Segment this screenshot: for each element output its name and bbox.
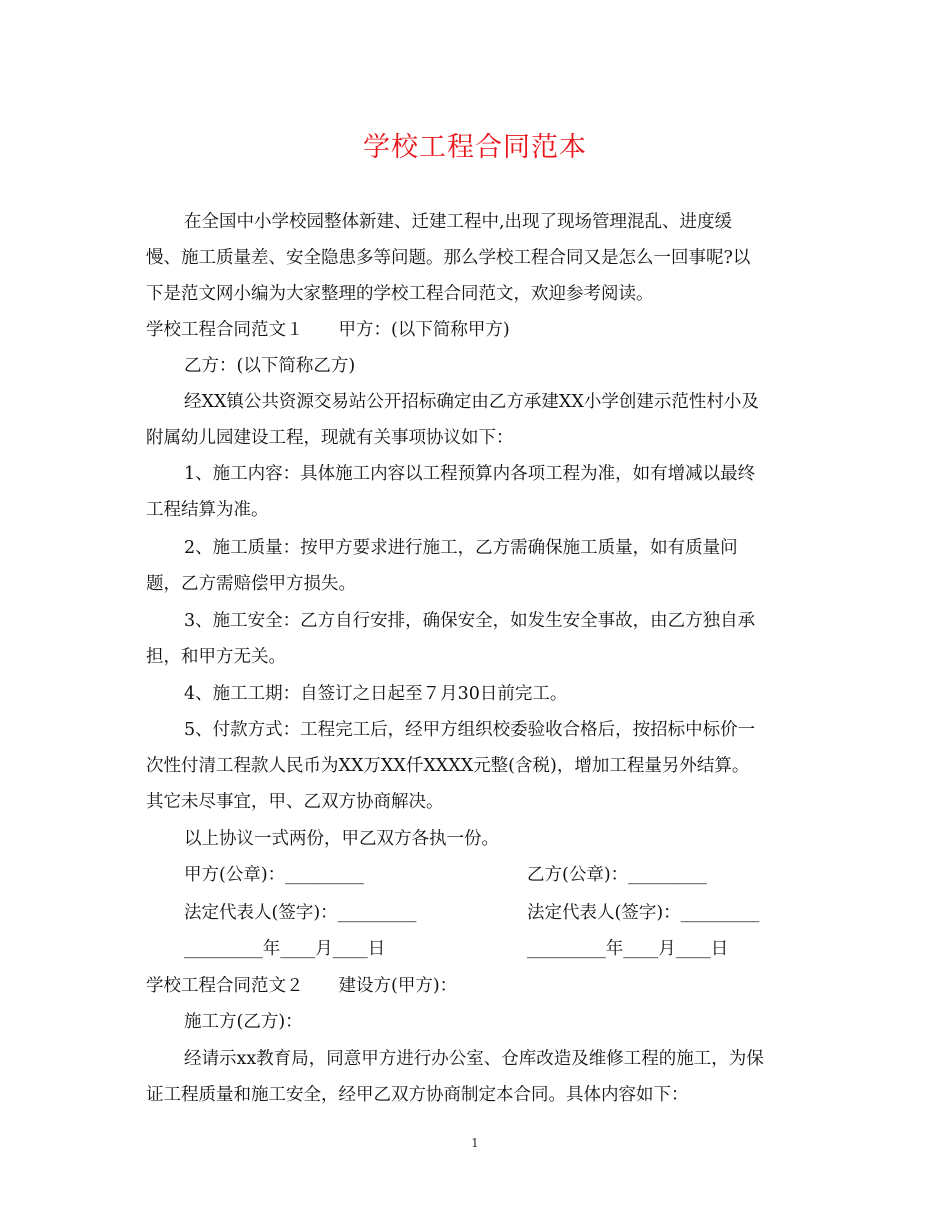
clause2-line-1: 2、施工质量：按甲方要求进行施工，乙方需确保施工质量，如有质量问: [184, 538, 738, 558]
document-title: 学校工程合同范本: [363, 132, 587, 163]
party-b-line: 乙方：(以下简称乙方): [184, 356, 356, 376]
page-number: 1: [471, 1136, 479, 1150]
clause2-line-2: 题，乙方需赔偿甲方损失。: [146, 574, 356, 594]
party-a-seal: 甲方(公章)：_________: [184, 865, 364, 885]
clause5-line-1: 5、付款方式：工程完工后，经甲方组织校委验收合格后，按招标中标价一: [184, 720, 756, 740]
clause3-line-2: 担，和甲方无关。: [146, 647, 286, 667]
copies-line: 以上协议一式两份，甲乙双方各执一份。: [184, 829, 499, 849]
party-a-representative: 法定代表人(签字)：_________: [184, 903, 417, 923]
sample2-heading: 学校工程合同范文２ 建设方(甲方)：: [146, 976, 458, 996]
clause5-line-2: 次性付清工程款人民币为XX万XX仟XXXX元整(含税)，增加工程量另外结算。: [146, 756, 750, 776]
preamble-line-1: 经XX镇公共资源交易站公开招标确定由乙方承建XX小学创建示范性村小及: [184, 392, 759, 412]
clause4-line: 4、施工工期：自签订之日起至７月30日前完工。: [184, 684, 568, 704]
sample2-body-line-2: 证工程质量和施工安全，经甲乙双方协商制定本合同。具体内容如下：: [146, 1085, 689, 1105]
contractor-line: 施工方(乙方)：: [184, 1012, 303, 1032]
sample1-heading: 学校工程合同范文１ 甲方：(以下简称甲方): [146, 320, 510, 340]
intro-line-3: 下是范文网小编为大家整理的学校工程合同范文，欢迎参考阅读。: [146, 284, 654, 304]
clause5-line-3: 其它未尽事宜，甲、乙双方协商解决。: [146, 792, 444, 812]
preamble-line-2: 附属幼儿园建设工程，现就有关事项协议如下：: [146, 428, 514, 448]
intro-line-1: 在全国中小学校园整体新建、迁建工程中,出现了现场管理混乱、进度缓: [184, 212, 733, 232]
party-b-representative: 法定代表人(签字)：_________: [527, 903, 760, 923]
intro-line-2: 慢、施工质量差、安全隐患多等问题。那么学校工程合同又是怎么一回事呢?以: [146, 248, 751, 268]
sample2-body-line-1: 经请示xx教育局，同意甲方进行办公室、仓库改造及维修工程的施工，为保: [184, 1049, 764, 1069]
clause1-line-2: 工程结算为准。: [146, 500, 269, 520]
party-b-date: _________年____月____日: [527, 939, 729, 959]
party-a-date: _________年____月____日: [184, 939, 386, 959]
clause3-line-1: 3、施工安全：乙方自行安排，确保安全，如发生安全事故，由乙方独自承: [184, 611, 756, 631]
clause1-line-1: 1、施工内容：具体施工内容以工程预算内各项工程为准，如有增减以最终: [184, 464, 756, 484]
party-b-seal: 乙方(公章)：_________: [527, 865, 707, 885]
